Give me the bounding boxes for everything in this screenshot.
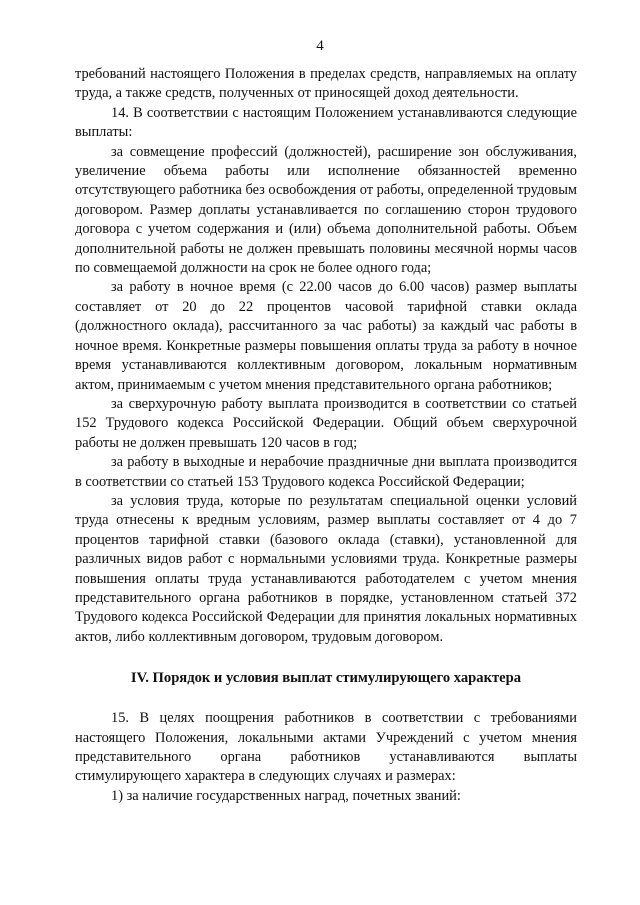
document-body [75, 65, 577, 806]
paragraph-continuation: требований настоящего Положения в пределах средств, направляемых на оплату труда, а также средств, полученных от приносящей доход деятельности. [75, 66, 577, 102]
paragraph-overtime-payment: за сверхурочную работу выплата производится в соответствии со статьей 152 Трудового кодекса Российской Федерации. Общий объем сверхурочной работы не должен превышать 120 часов в год; [75, 395, 577, 451]
section-heading: IV. Порядок и условия выплат стимулирующего характера [130, 670, 522, 687]
paragraph-subitem-1: 1) за наличие государственных наград, почетных званий: [111, 787, 461, 804]
paragraph-harmful-conditions-payment: за условия труда, которые по результатам специальной оценки условий труда отнесены к вредным условиям, размер выплаты составляет от 4 до 7 процентов тарифной ставки (базового оклада (ставки), установленной для различных видов работ с нормальными условиями труда. Конкретные размеры повышения оплаты труда устанавливаются работодателем с учетом мнения представительного органа работников в порядке, установленном статьей 372 Трудового кодекса Российской Федерации для принятия локальных нормативных актов, либо коллективным договором, трудовым договором. [75, 492, 577, 645]
paragraph-item-14: 14. В соответствии с настоящим Положением устанавливаются следующие выплаты: [75, 104, 577, 141]
paragraph-holiday-payment: за работу в выходные и нерабочие праздничные дни выплата производится в соответствии со статьей 153 Трудового кодекса Российской Федерации; [75, 454, 577, 490]
paragraph-item-15: 15. В целях поощрения работников в соответствии с требованиями настоящего Положения, локальными актами Учреждений с учетом мнения представительного органа работников устанавливаются выплаты стимулирующего характера в следующих случаях и размерах: [75, 710, 577, 785]
paragraph-night-work-payment: за работу в ночное время (с 22.00 часов до 6.00 часов) размер выплаты составляет от 20 до 22 процентов часовой тарифной ставки оклада (должностного оклада), рассчитанного за час работы) за каждый час работы в ночное время. Конкретные размеры повышения оплаты труда за работу в ночное время устанавливаются коллективным договором, локальным нормативным актом, принимаемым с учетом мнения представительного органа работников; [75, 279, 577, 393]
page-number: 4 [316, 38, 324, 54]
paragraph-combination-payment: за совмещение профессий (должностей), расширение зон обслуживания, увеличение объема работы или исполнение обязанностей временно отсутствующего работника без освобождения от работы, определенной трудовым договором. Размер доплаты устанавливается по соглашению сторон трудового договора с учетом содержания и (или) объема дополнительной работы. Объем дополнительной работы не должен превышать половины месячной нормы часов по совмещаемой должности на срок не более одного года; [75, 143, 577, 277]
